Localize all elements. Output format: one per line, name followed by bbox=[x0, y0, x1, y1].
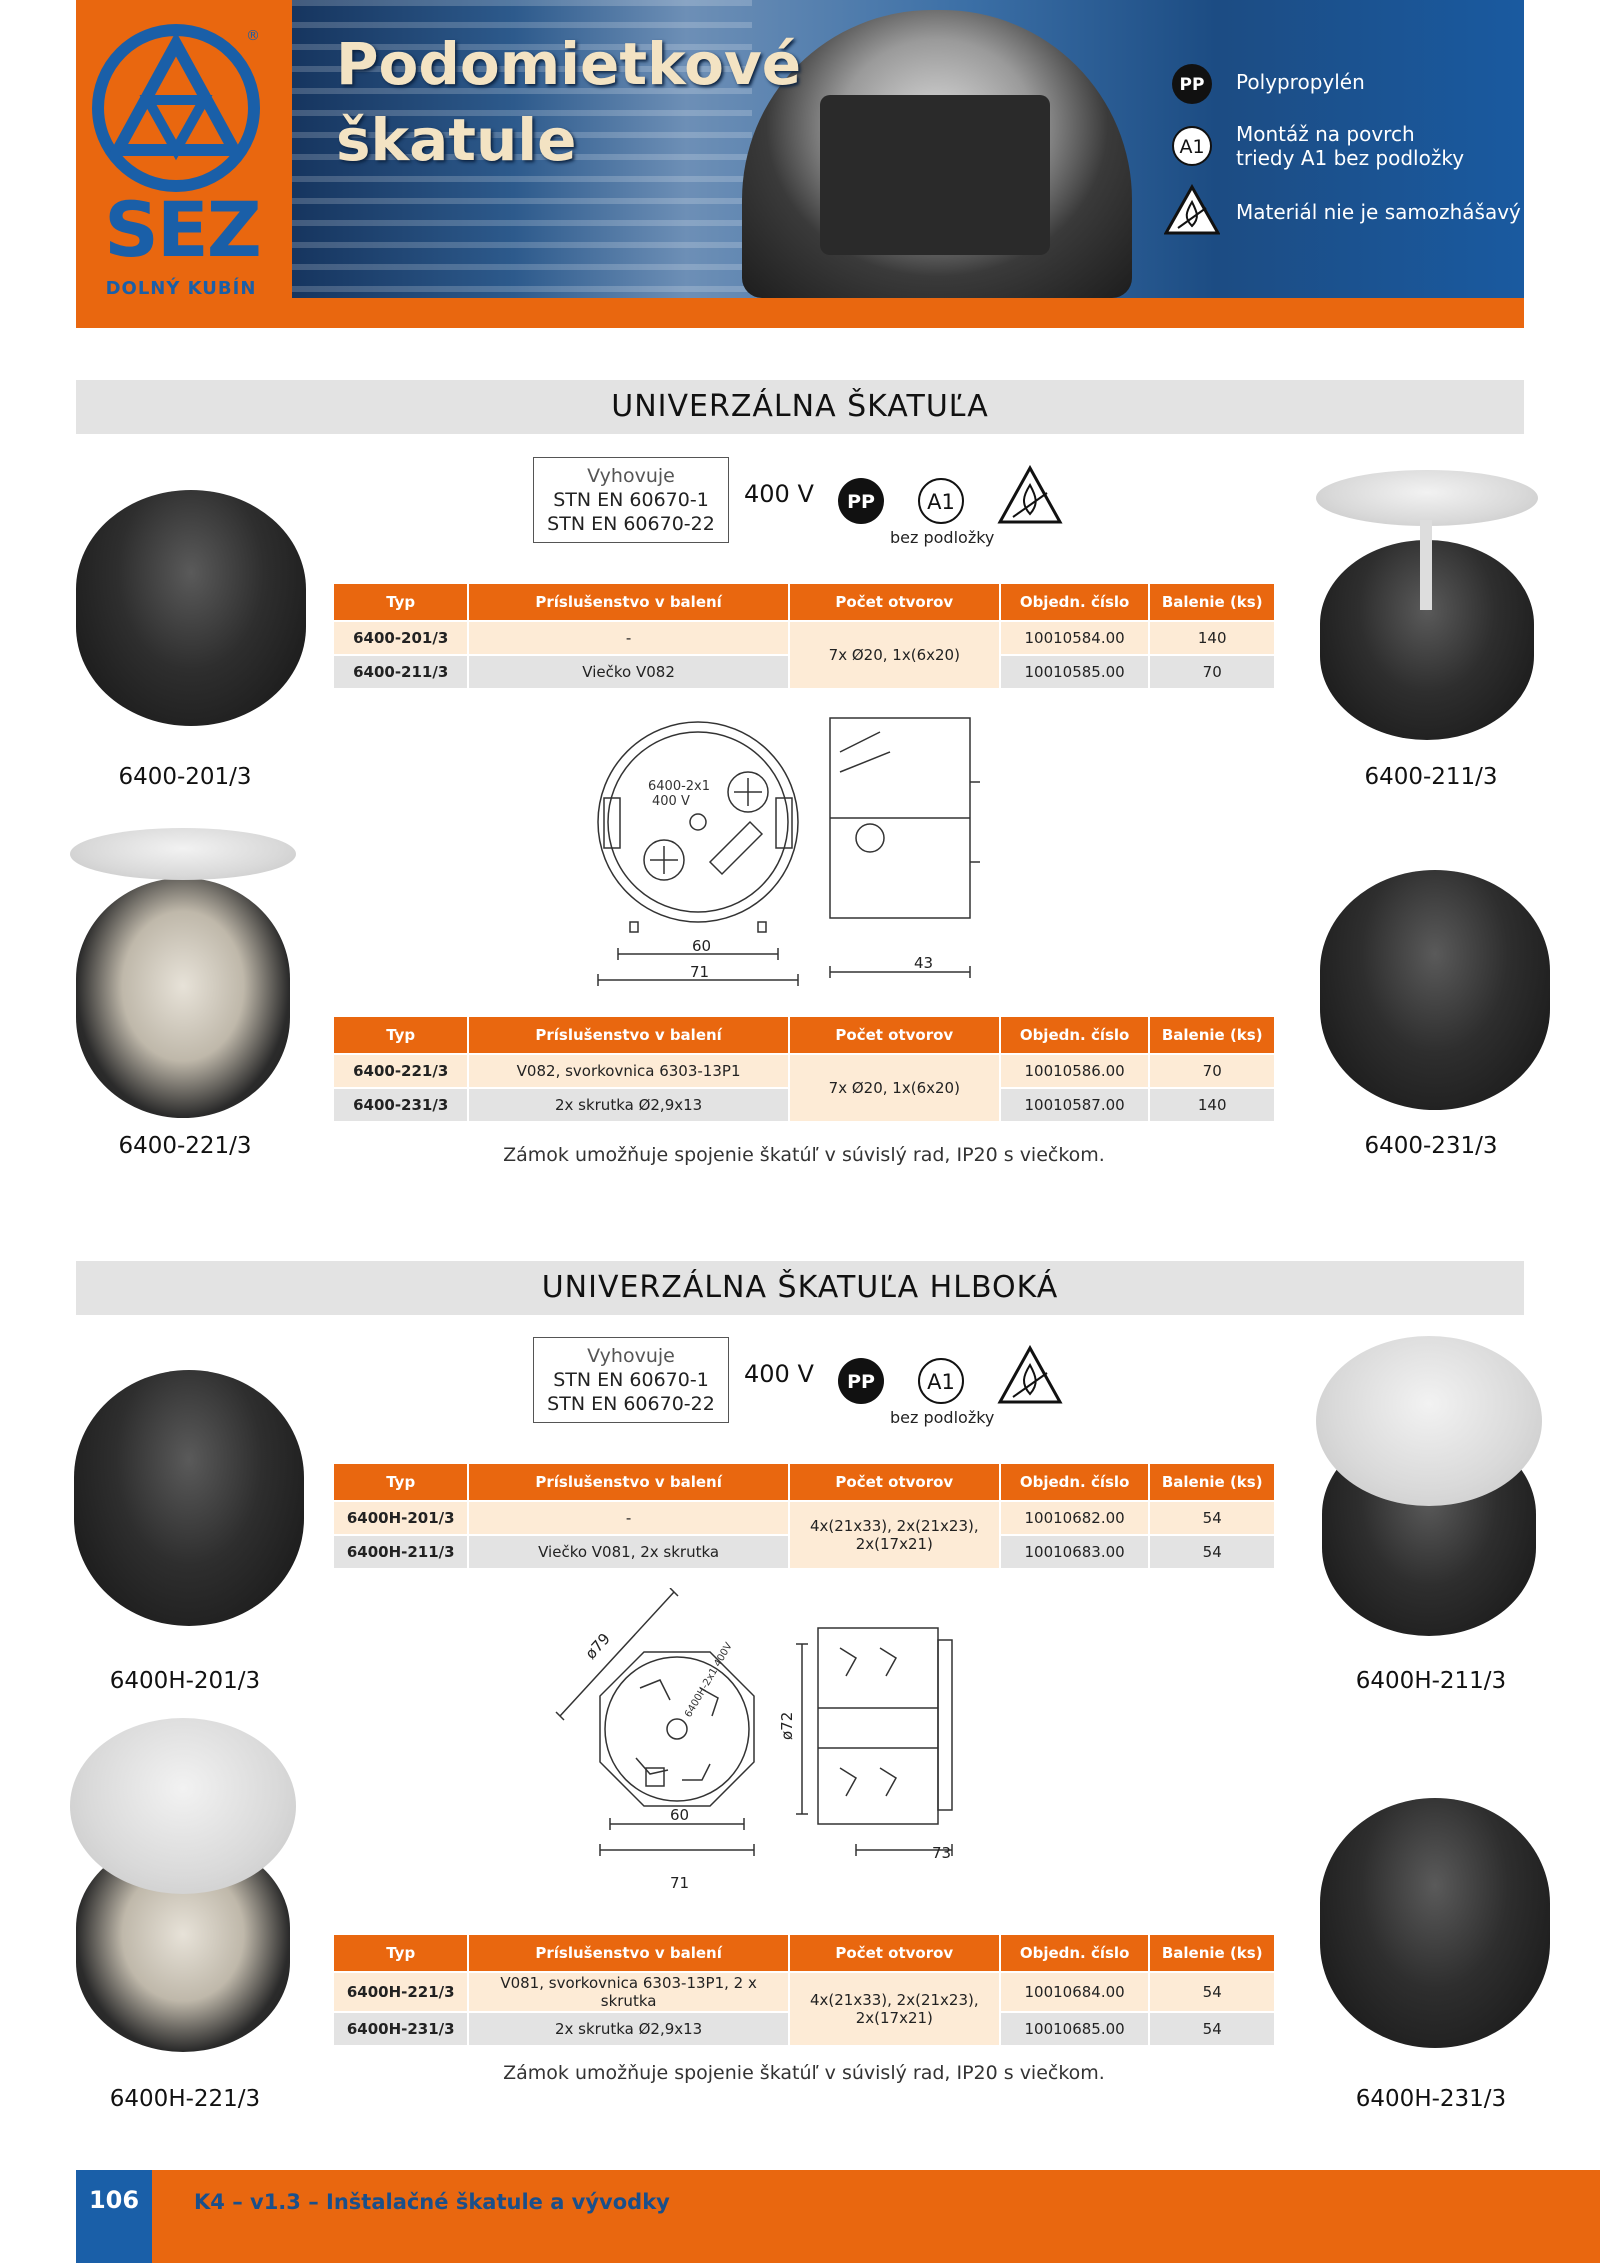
table-header-row bbox=[334, 1017, 1274, 1053]
product-photo-6400h-231 bbox=[1320, 1798, 1550, 2048]
section2-bez-podlozky: bez podložky bbox=[890, 1408, 995, 1427]
caption-6400h-231: 6400H-231/3 bbox=[1355, 2086, 1507, 2112]
drawing-label: 6400H-2x1 400V bbox=[683, 1640, 735, 1720]
product-photo-6400h-221 bbox=[70, 1718, 296, 2052]
dim-43: 43 bbox=[914, 954, 934, 972]
footer-band bbox=[76, 2170, 1600, 2263]
cell-balenie: 54 bbox=[1150, 2013, 1274, 2045]
compliance-standard-2: STN EN 60670-22 bbox=[547, 513, 715, 535]
table-header-row bbox=[334, 584, 1274, 620]
cell-balenie: 54 bbox=[1150, 1502, 1274, 1534]
cell-prislusenstvo: V082, svorkovnica 6303-13P1 bbox=[469, 1055, 787, 1087]
col-typ: Typ bbox=[334, 1017, 467, 1053]
cell-objedn-cislo: 10010684.00 bbox=[1001, 1973, 1149, 2011]
col-objedn-cislo: Objedn. číslo bbox=[1001, 584, 1149, 620]
section2-header bbox=[76, 1261, 1524, 1315]
section2-compliance-box bbox=[533, 1337, 729, 1423]
caption-6400-231: 6400-231/3 bbox=[1364, 1133, 1498, 1159]
cell-typ: 6400H-211/3 bbox=[334, 1536, 467, 1568]
cell-prislusenstvo: V081, svorkovnica 6303-13P1, 2 x skrutka bbox=[469, 1973, 787, 2011]
table-header-row bbox=[334, 1935, 1274, 1971]
cell-objedn-cislo: 10010587.00 bbox=[1001, 1089, 1149, 1121]
cell-objedn-cislo: 10010683.00 bbox=[1001, 1536, 1149, 1568]
col-balenie: Balenie (ks) bbox=[1150, 1464, 1274, 1500]
section1-pp-icon bbox=[836, 476, 886, 530]
col-objedn-cislo: Objedn. číslo bbox=[1001, 1017, 1149, 1053]
table-header-row bbox=[334, 1464, 1274, 1500]
product-photo-6400-221 bbox=[70, 828, 296, 1118]
section2-table1 bbox=[332, 1462, 1276, 1570]
caption-6400-201: 6400-201/3 bbox=[118, 764, 252, 790]
col-balenie: Balenie (ks) bbox=[1150, 584, 1274, 620]
pp-icon bbox=[1170, 62, 1214, 110]
section2-technical-drawing bbox=[540, 1588, 1040, 1908]
cell-objedn-cislo: 10010682.00 bbox=[1001, 1502, 1149, 1534]
cell-pocet-otvorov bbox=[790, 1973, 999, 2045]
cell-typ: 6400-231/3 bbox=[334, 1089, 467, 1121]
compliance-label: Vyhovuje bbox=[587, 465, 675, 487]
cell-balenie: 140 bbox=[1150, 1089, 1274, 1121]
page-title bbox=[336, 26, 801, 178]
compliance-standard-1: STN EN 60670-1 bbox=[553, 489, 709, 511]
section1-bez-podlozky: bez podložky bbox=[890, 528, 995, 547]
legend-a1-line1: Montáž na povrch bbox=[1236, 122, 1415, 146]
product-photo-6400-201 bbox=[76, 490, 306, 726]
section1-voltage: 400 V bbox=[744, 480, 814, 508]
dim-60: 60 bbox=[670, 1806, 690, 1824]
product-photo-6400-231 bbox=[1320, 870, 1550, 1110]
col-objedn-cislo: Objedn. číslo bbox=[1001, 1935, 1149, 1971]
col-prislusenstvo: Príslušenstvo v balení bbox=[469, 1017, 787, 1053]
table-row bbox=[334, 1502, 1274, 1534]
cell-typ: 6400H-221/3 bbox=[334, 1973, 467, 2011]
page-number-box bbox=[76, 2170, 152, 2263]
section2-table2 bbox=[332, 1933, 1276, 2047]
svg-text:PP: PP bbox=[847, 1371, 875, 1393]
section2-flame-warning-icon bbox=[997, 1345, 1063, 1409]
cell-objedn-cislo: 10010584.00 bbox=[1001, 622, 1149, 654]
col-typ: Typ bbox=[334, 1464, 467, 1500]
brand-sub: DOLNÝ KUBÍN bbox=[105, 278, 257, 299]
dim-73: 73 bbox=[932, 1844, 952, 1862]
flame-warning-icon bbox=[1164, 184, 1220, 240]
section2-note: Zámok umožňuje spojenie škatúľ v súvislý rad, IP20 s viečkom. bbox=[503, 2062, 1105, 2084]
cell-typ: 6400-221/3 bbox=[334, 1055, 467, 1087]
caption-6400h-211: 6400H-211/3 bbox=[1355, 1668, 1507, 1694]
section1-note: Zámok umožňuje spojenie škatúľ v súvislý rad, IP20 s viečkom. bbox=[503, 1144, 1105, 1166]
cell-typ: 6400-201/3 bbox=[334, 622, 467, 654]
col-pocet-otvorov: Počet otvorov bbox=[790, 1464, 999, 1500]
caption-6400-211: 6400-211/3 bbox=[1364, 764, 1498, 790]
cell-pocet-otvorov-line1: 4x(21x33), 2x(21x23), bbox=[809, 1991, 979, 2009]
cell-prislusenstvo: Viečko V082 bbox=[469, 656, 787, 688]
legend-a1-line2: triedy A1 bez podložky bbox=[1236, 146, 1465, 170]
legend-flame-text: Materiál nie je samozhášavý bbox=[1236, 200, 1521, 224]
section1-compliance-box bbox=[533, 457, 729, 543]
col-balenie: Balenie (ks) bbox=[1150, 1935, 1274, 1971]
compliance-label: Vyhovuje bbox=[587, 1345, 675, 1367]
svg-text:A1: A1 bbox=[927, 1370, 955, 1394]
footer-chapter-text: K4 – v1.3 – Inštalačné škatule a vývodky bbox=[194, 2190, 670, 2214]
table-row bbox=[334, 1973, 1274, 2011]
a1-icon bbox=[1170, 124, 1214, 172]
caption-6400-221: 6400-221/3 bbox=[118, 1133, 252, 1159]
section1-header bbox=[76, 380, 1524, 434]
cell-pocet-otvorov-line2: 2x(17x21) bbox=[855, 1535, 933, 1553]
product-photo-6400h-211 bbox=[1316, 1336, 1542, 1636]
page-title-line2: škatule bbox=[336, 106, 577, 174]
cell-pocet-otvorov bbox=[790, 1502, 999, 1568]
svg-text:A1: A1 bbox=[1179, 136, 1205, 158]
cell-objedn-cislo: 10010585.00 bbox=[1001, 656, 1149, 688]
col-typ: Typ bbox=[334, 1935, 467, 1971]
page-number: 106 bbox=[88, 2186, 140, 2214]
cell-balenie: 54 bbox=[1150, 1536, 1274, 1568]
section1-technical-drawing bbox=[580, 712, 1000, 996]
cell-prislusenstvo: 2x skrutka Ø2,9x13 bbox=[469, 2013, 787, 2045]
caption-6400h-201: 6400H-201/3 bbox=[109, 1668, 261, 1694]
cell-objedn-cislo: 10010685.00 bbox=[1001, 2013, 1149, 2045]
col-prislusenstvo: Príslušenstvo v balení bbox=[469, 1935, 787, 1971]
section1-title: UNIVERZÁLNA ŠKATUĽA bbox=[611, 389, 989, 424]
col-pocet-otvorov: Počet otvorov bbox=[790, 1017, 999, 1053]
col-pocet-otvorov: Počet otvorov bbox=[790, 584, 999, 620]
svg-text:PP: PP bbox=[1179, 75, 1205, 95]
product-photo-6400h-201 bbox=[74, 1370, 304, 1626]
legend-a1-text bbox=[1236, 122, 1464, 170]
cell-prislusenstvo: - bbox=[469, 622, 787, 654]
cell-objedn-cislo: 10010586.00 bbox=[1001, 1055, 1149, 1087]
section1-table2 bbox=[332, 1015, 1276, 1123]
col-objedn-cislo: Objedn. číslo bbox=[1001, 1464, 1149, 1500]
dim-71: 71 bbox=[670, 1874, 690, 1892]
section2-pp-icon bbox=[836, 1356, 886, 1410]
cell-typ: 6400H-201/3 bbox=[334, 1502, 467, 1534]
section1-table1 bbox=[332, 582, 1276, 690]
banner-photo-terminal bbox=[820, 95, 1050, 255]
section1-flame-warning-icon bbox=[997, 465, 1063, 529]
col-typ: Typ bbox=[334, 584, 467, 620]
cell-balenie: 70 bbox=[1150, 656, 1274, 688]
svg-text:A1: A1 bbox=[927, 490, 955, 514]
cell-balenie: 140 bbox=[1150, 622, 1274, 654]
col-balenie: Balenie (ks) bbox=[1150, 1017, 1274, 1053]
col-pocet-otvorov: Počet otvorov bbox=[790, 1935, 999, 1971]
section1-a1-icon bbox=[916, 476, 966, 530]
cell-prislusenstvo: 2x skrutka Ø2,9x13 bbox=[469, 1089, 787, 1121]
col-prislusenstvo: Príslušenstvo v balení bbox=[469, 584, 787, 620]
table-row bbox=[334, 1055, 1274, 1087]
compliance-standard-2: STN EN 60670-22 bbox=[547, 1393, 715, 1415]
section2-title: UNIVERZÁLNA ŠKATUĽA HLBOKÁ bbox=[541, 1270, 1059, 1305]
cell-pocet-otvorov: 7x Ø20, 1x(6x20) bbox=[790, 1055, 999, 1121]
section2-voltage: 400 V bbox=[744, 1360, 814, 1388]
compliance-standard-1: STN EN 60670-1 bbox=[553, 1369, 709, 1391]
cell-balenie: 54 bbox=[1150, 1973, 1274, 2011]
dim-72: ø72 bbox=[778, 1711, 796, 1740]
registered-mark: ® bbox=[246, 28, 260, 44]
cell-pocet-otvorov: 7x Ø20, 1x(6x20) bbox=[790, 622, 999, 688]
dim-79: ø79 bbox=[581, 1629, 614, 1663]
product-photo-6400-211 bbox=[1316, 470, 1538, 740]
cell-pocet-otvorov-line2: 2x(17x21) bbox=[855, 2009, 933, 2027]
section2-a1-icon bbox=[916, 1356, 966, 1410]
svg-text:PP: PP bbox=[847, 491, 875, 513]
table-row bbox=[334, 622, 1274, 654]
cell-balenie: 70 bbox=[1150, 1055, 1274, 1087]
page-title-line1: Podomietkové bbox=[336, 30, 802, 98]
cell-prislusenstvo: - bbox=[469, 1502, 787, 1534]
drawing-label-2: 400 V bbox=[652, 794, 690, 809]
dim-60: 60 bbox=[692, 937, 712, 955]
legend-pp-text: Polypropylén bbox=[1236, 70, 1365, 94]
dim-71: 71 bbox=[690, 963, 710, 981]
cell-prislusenstvo: Viečko V081, 2x skrutka bbox=[469, 1536, 787, 1568]
cell-typ: 6400-211/3 bbox=[334, 656, 467, 688]
drawing-label-1: 6400-2x1 bbox=[648, 779, 711, 794]
col-prislusenstvo: Príslušenstvo v balení bbox=[469, 1464, 787, 1500]
cell-pocet-otvorov-line1: 4x(21x33), 2x(21x23), bbox=[809, 1517, 979, 1535]
brand-name: SEZ bbox=[104, 185, 260, 274]
caption-6400h-221: 6400H-221/3 bbox=[109, 2086, 261, 2112]
cell-typ: 6400H-231/3 bbox=[334, 2013, 467, 2045]
